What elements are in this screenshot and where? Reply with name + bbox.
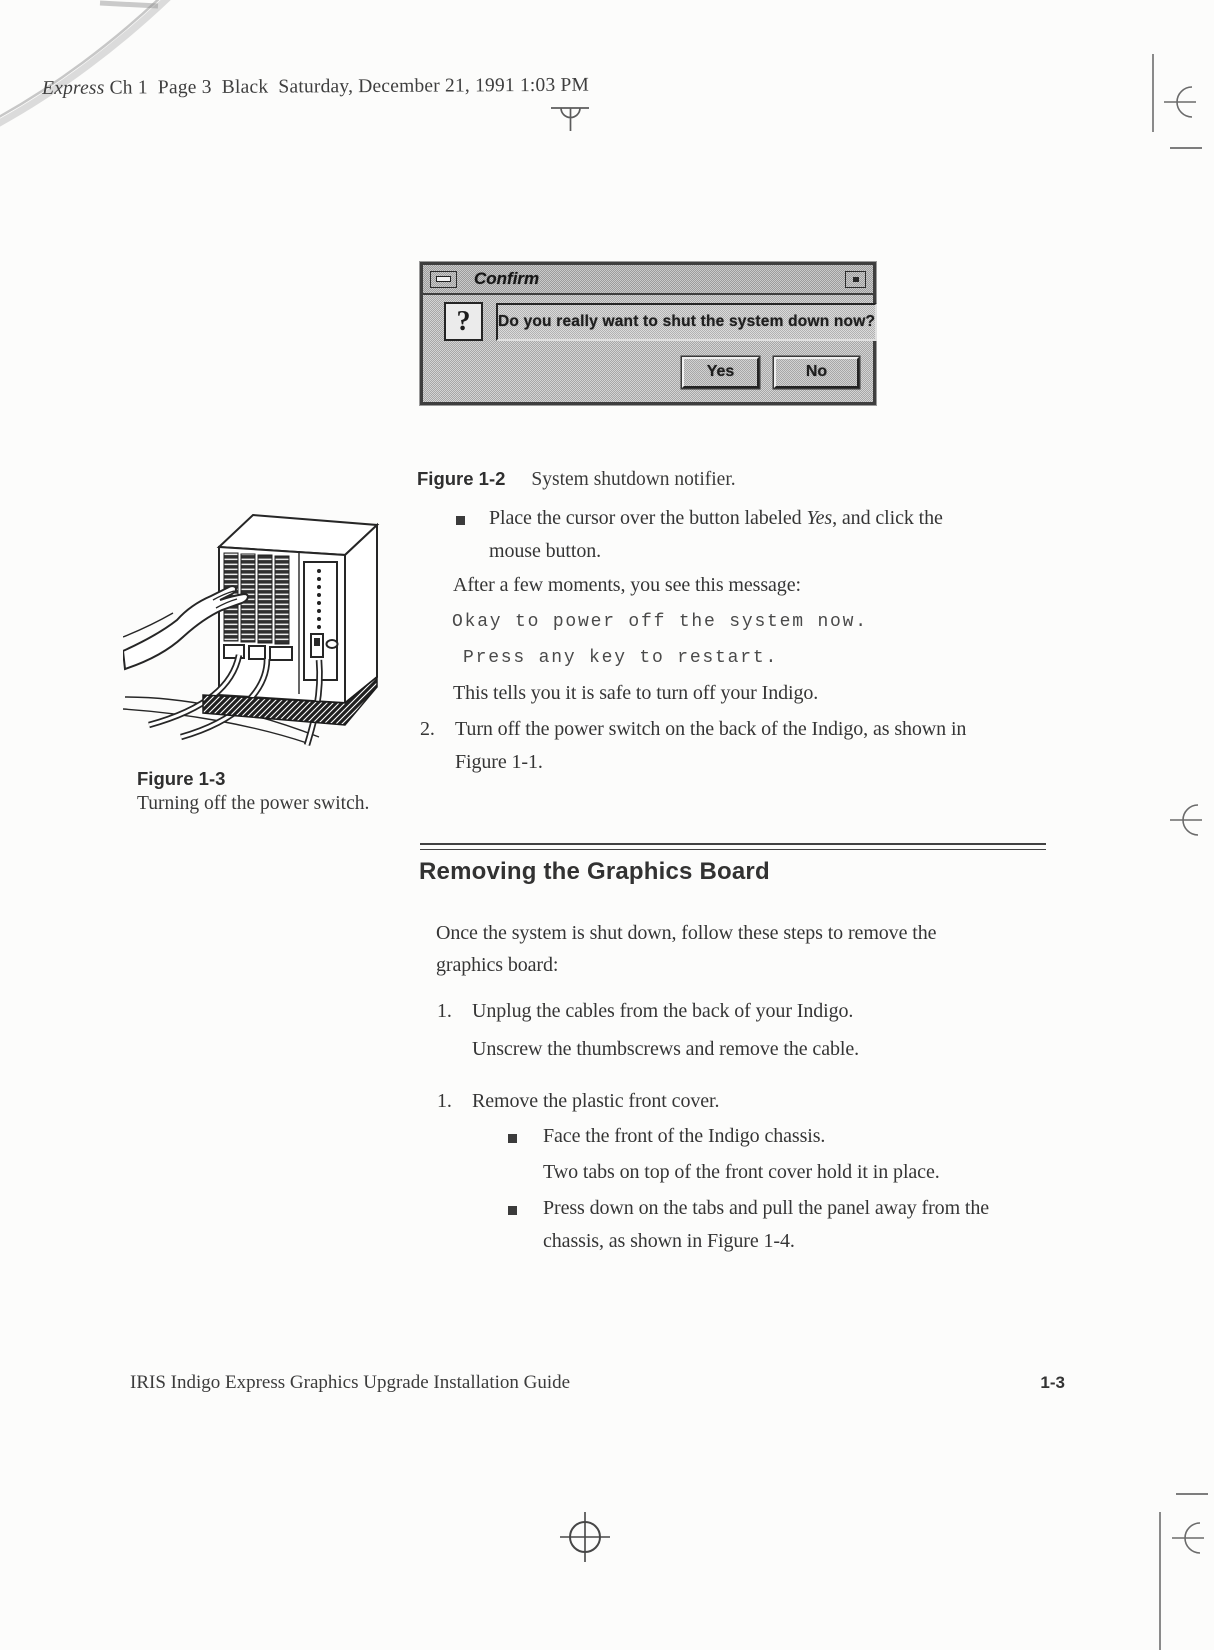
bullet-icon bbox=[508, 1134, 517, 1143]
figure-caption-text: System shutdown notifier. bbox=[531, 469, 736, 490]
header-meta: Ch 1 Page 3 Black Saturday, December 21, 1991 1:03 PM bbox=[104, 74, 590, 99]
footer-book-title: IRIS Indigo Express Graphics Upgrade Installation Guide bbox=[130, 1372, 571, 1393]
bullet-place-yes: Yes bbox=[806, 507, 833, 529]
question-glyph: ? bbox=[456, 305, 471, 337]
bullet-place-post: , and click the bbox=[832, 507, 943, 529]
bullet-press-line2: chassis, as shown in Figure 1-4. bbox=[543, 1230, 795, 1252]
registration-c-mark-icon bbox=[1170, 1520, 1210, 1556]
registration-crosshair-icon bbox=[553, 1505, 617, 1569]
bullet-press-line1: Press down on the tabs and pull the panel away from the bbox=[543, 1197, 990, 1219]
intro-line2: graphics board: bbox=[436, 954, 559, 976]
crop-mark-dash bbox=[1176, 1493, 1208, 1495]
figure-1-3-caption: Turning off the power switch. bbox=[137, 793, 370, 814]
step-unplug-text: Unplug the cables from the back of your Indigo. bbox=[472, 1000, 854, 1022]
figure-label: Figure 1-2 bbox=[417, 468, 506, 489]
window-menu-icon bbox=[430, 271, 457, 288]
safe-note-text: This tells you it is safe to turn off your Indigo. bbox=[453, 682, 819, 704]
dialog-title: Confirm bbox=[474, 269, 540, 288]
section-heading: Removing the Graphics Board bbox=[419, 858, 770, 885]
step-unplug-number: 1. bbox=[437, 1000, 452, 1022]
footer-page-number: 1-3 bbox=[1040, 1373, 1065, 1392]
step-cover-number: 1. bbox=[437, 1090, 452, 1112]
bullet-face-text: Face the front of the Indigo chassis. bbox=[543, 1125, 826, 1147]
registration-mark-icon bbox=[549, 100, 591, 134]
yes-button: Yes bbox=[682, 357, 759, 388]
dialog-body bbox=[423, 295, 876, 341]
crop-mark-line bbox=[1152, 54, 1154, 132]
registration-c-mark-icon bbox=[1168, 802, 1208, 838]
dialog-titlebar bbox=[423, 265, 873, 295]
confirm-dialog-screenshot bbox=[420, 262, 876, 405]
section-divider-rule bbox=[420, 843, 1046, 850]
console-output-line2: Press any key to restart. bbox=[463, 648, 779, 668]
indigo-power-switch-illustration bbox=[123, 487, 395, 747]
crop-mark-line bbox=[1159, 1512, 1161, 1650]
step2-line1: Turn off the power switch on the back of the Indigo, as shown in bbox=[455, 718, 967, 740]
window-button-icon bbox=[845, 271, 866, 288]
bullet-place-pre: Place the cursor over the button labeled bbox=[489, 507, 807, 529]
page-header bbox=[42, 75, 589, 100]
bullet-place-line1 bbox=[489, 507, 943, 530]
console-output-line1: Okay to power off the system now. bbox=[452, 612, 868, 632]
question-mark-icon bbox=[444, 302, 483, 341]
header-doc-name: Express bbox=[42, 77, 105, 99]
intro-line1: Once the system is shut down, follow these steps to remove the bbox=[436, 922, 937, 944]
bullet-icon bbox=[456, 516, 465, 525]
figure-1-3-label: Figure 1-3 bbox=[137, 768, 226, 789]
no-button: No bbox=[774, 357, 859, 388]
figure-1-2-caption bbox=[417, 468, 736, 491]
registration-c-mark-icon bbox=[1162, 84, 1202, 120]
step2-line2: Figure 1-1. bbox=[455, 751, 543, 773]
tabs-note-text: Two tabs on top of the front cover hold it in place. bbox=[543, 1161, 940, 1183]
bullet-place-line2: mouse button. bbox=[489, 540, 602, 562]
crop-mark-dash bbox=[1170, 147, 1202, 149]
dialog-message: Do you really want to shut the system down now? bbox=[496, 303, 877, 341]
step-cover-text: Remove the plastic front cover. bbox=[472, 1090, 720, 1112]
after-moments-text: After a few moments, you see this message: bbox=[453, 574, 801, 596]
bullet-icon bbox=[508, 1206, 517, 1215]
step2-number: 2. bbox=[420, 718, 435, 740]
scan-curl-artifact bbox=[0, 0, 210, 150]
step-unplug-subtext: Unscrew the thumbscrews and remove the cable. bbox=[472, 1038, 860, 1060]
